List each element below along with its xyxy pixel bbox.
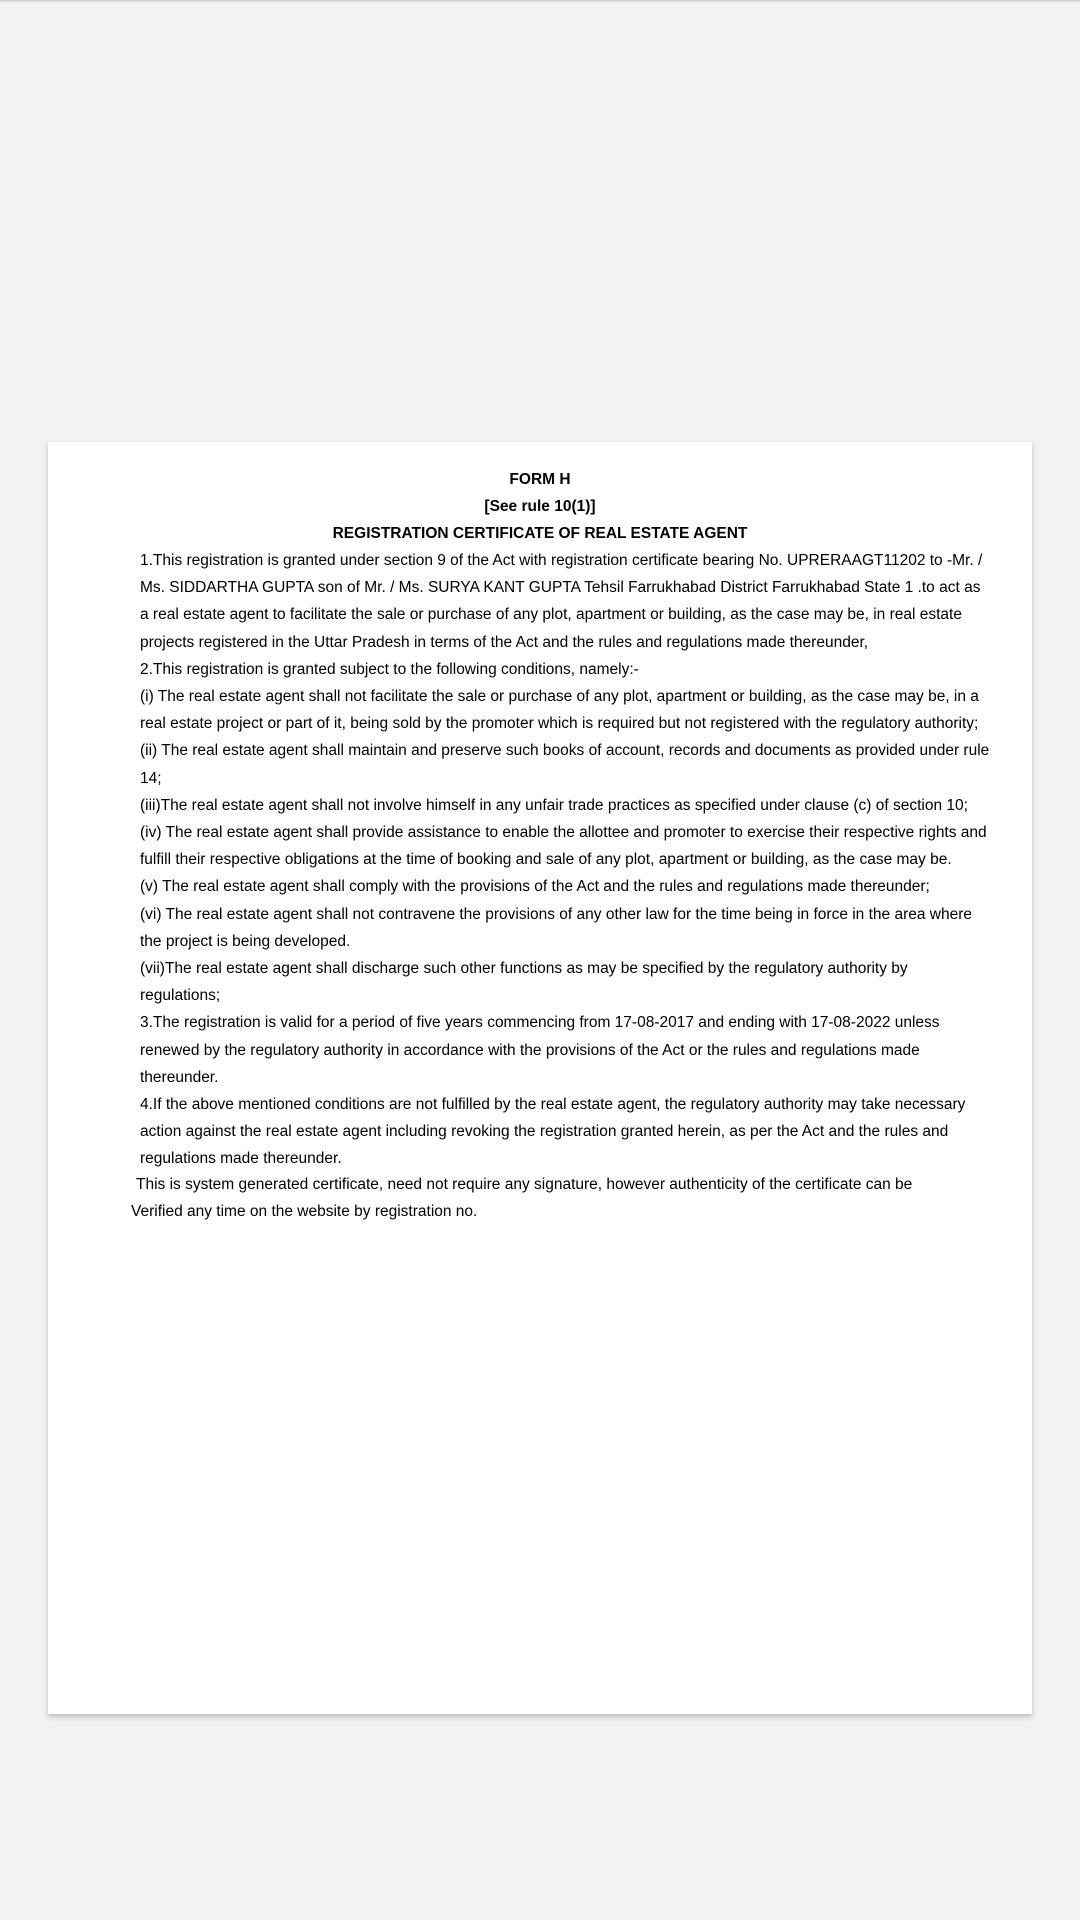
paragraph-1-grant: 1.This registration is granted under section 9 of the Act with registration certificate bearing No. UPRERAAGT11202 to -Mr. / Ms. SIDDARTHA GUPTA son of Mr. / Ms. SURYA KANT GUPTA Tehsil Farrukhabad District Farrukhabad State 1 .to act as a real estate agent to facilitate the sale or purchase of any plot, apartment or building, as the case may be, in real estate projects registered in the Uttar Pradesh in terms of the Act and the rules and regulations made thereunder, xyxy=(140,552,983,651)
paragraph-4-revocation: 4.If the above mentioned conditions are not fulfilled by the real estate agent, the regulatory authority may take necessary action against the real estate agent including revoking the registration granted herein, as per the Act and the rules and regulations made thereunder. xyxy=(140,1096,966,1168)
condition-iii: (iii)The real estate agent shall not involve himself in any unfair trade practices as specified under clause (c) of section 10; xyxy=(140,796,968,814)
document-page xyxy=(48,442,1032,1714)
paragraph-3-validity: 3.The registration is valid for a period of five years commencing from 17-08-2017 and ending with 17-08-2022 unless renewed by the regulatory authority in accordance with the provisions of the Act or the rules and regulations made thereunder. xyxy=(140,1014,940,1086)
condition-i: (i) The real estate agent shall not facilitate the sale or purchase of any plot, apartment or building, as the case may be, in a real estate project or part of it, being sold by the promoter which is required but not registered with the regulatory authority; xyxy=(140,688,979,733)
condition-iv: (iv) The real estate agent shall provide assistance to enable the allottee and promoter to exercise their respective rights and fulfill their respective obligations at the time of booking and sale of any plot, apartment or building, as the case may be. xyxy=(140,824,987,869)
system-generated-note: This is system generated certificate, need not require any signature, however authenticity of the certificate can be Verified any time on the website by registration no. xyxy=(131,1176,913,1221)
rule-reference: [See rule 10(1)] xyxy=(484,498,596,515)
condition-vi: (vi) The real estate agent shall not contravene the provisions of any other law for the time being in force in the area where the project is being developed. xyxy=(140,905,973,950)
paragraph-2-conditions: 2.This registration is granted subject to the following conditions, namely:- xyxy=(140,660,639,678)
certificate-body xyxy=(140,547,990,1173)
condition-vii: (vii)The real estate agent shall discharge such other functions as may be specified by the regulatory authority by regulations; xyxy=(140,960,908,1005)
condition-v: (v) The real estate agent shall comply with the provisions of the Act and the rules and regulations made thereunder; xyxy=(140,878,930,896)
certificate-heading: REGISTRATION CERTIFICATE OF REAL ESTATE AGENT xyxy=(332,525,748,542)
form-title: FORM H xyxy=(509,471,571,488)
condition-ii: (ii) The real estate agent shall maintain and preserve such books of account, records and documents as provided under rule 14; xyxy=(140,742,990,787)
toolbar-shadow xyxy=(0,0,1080,3)
